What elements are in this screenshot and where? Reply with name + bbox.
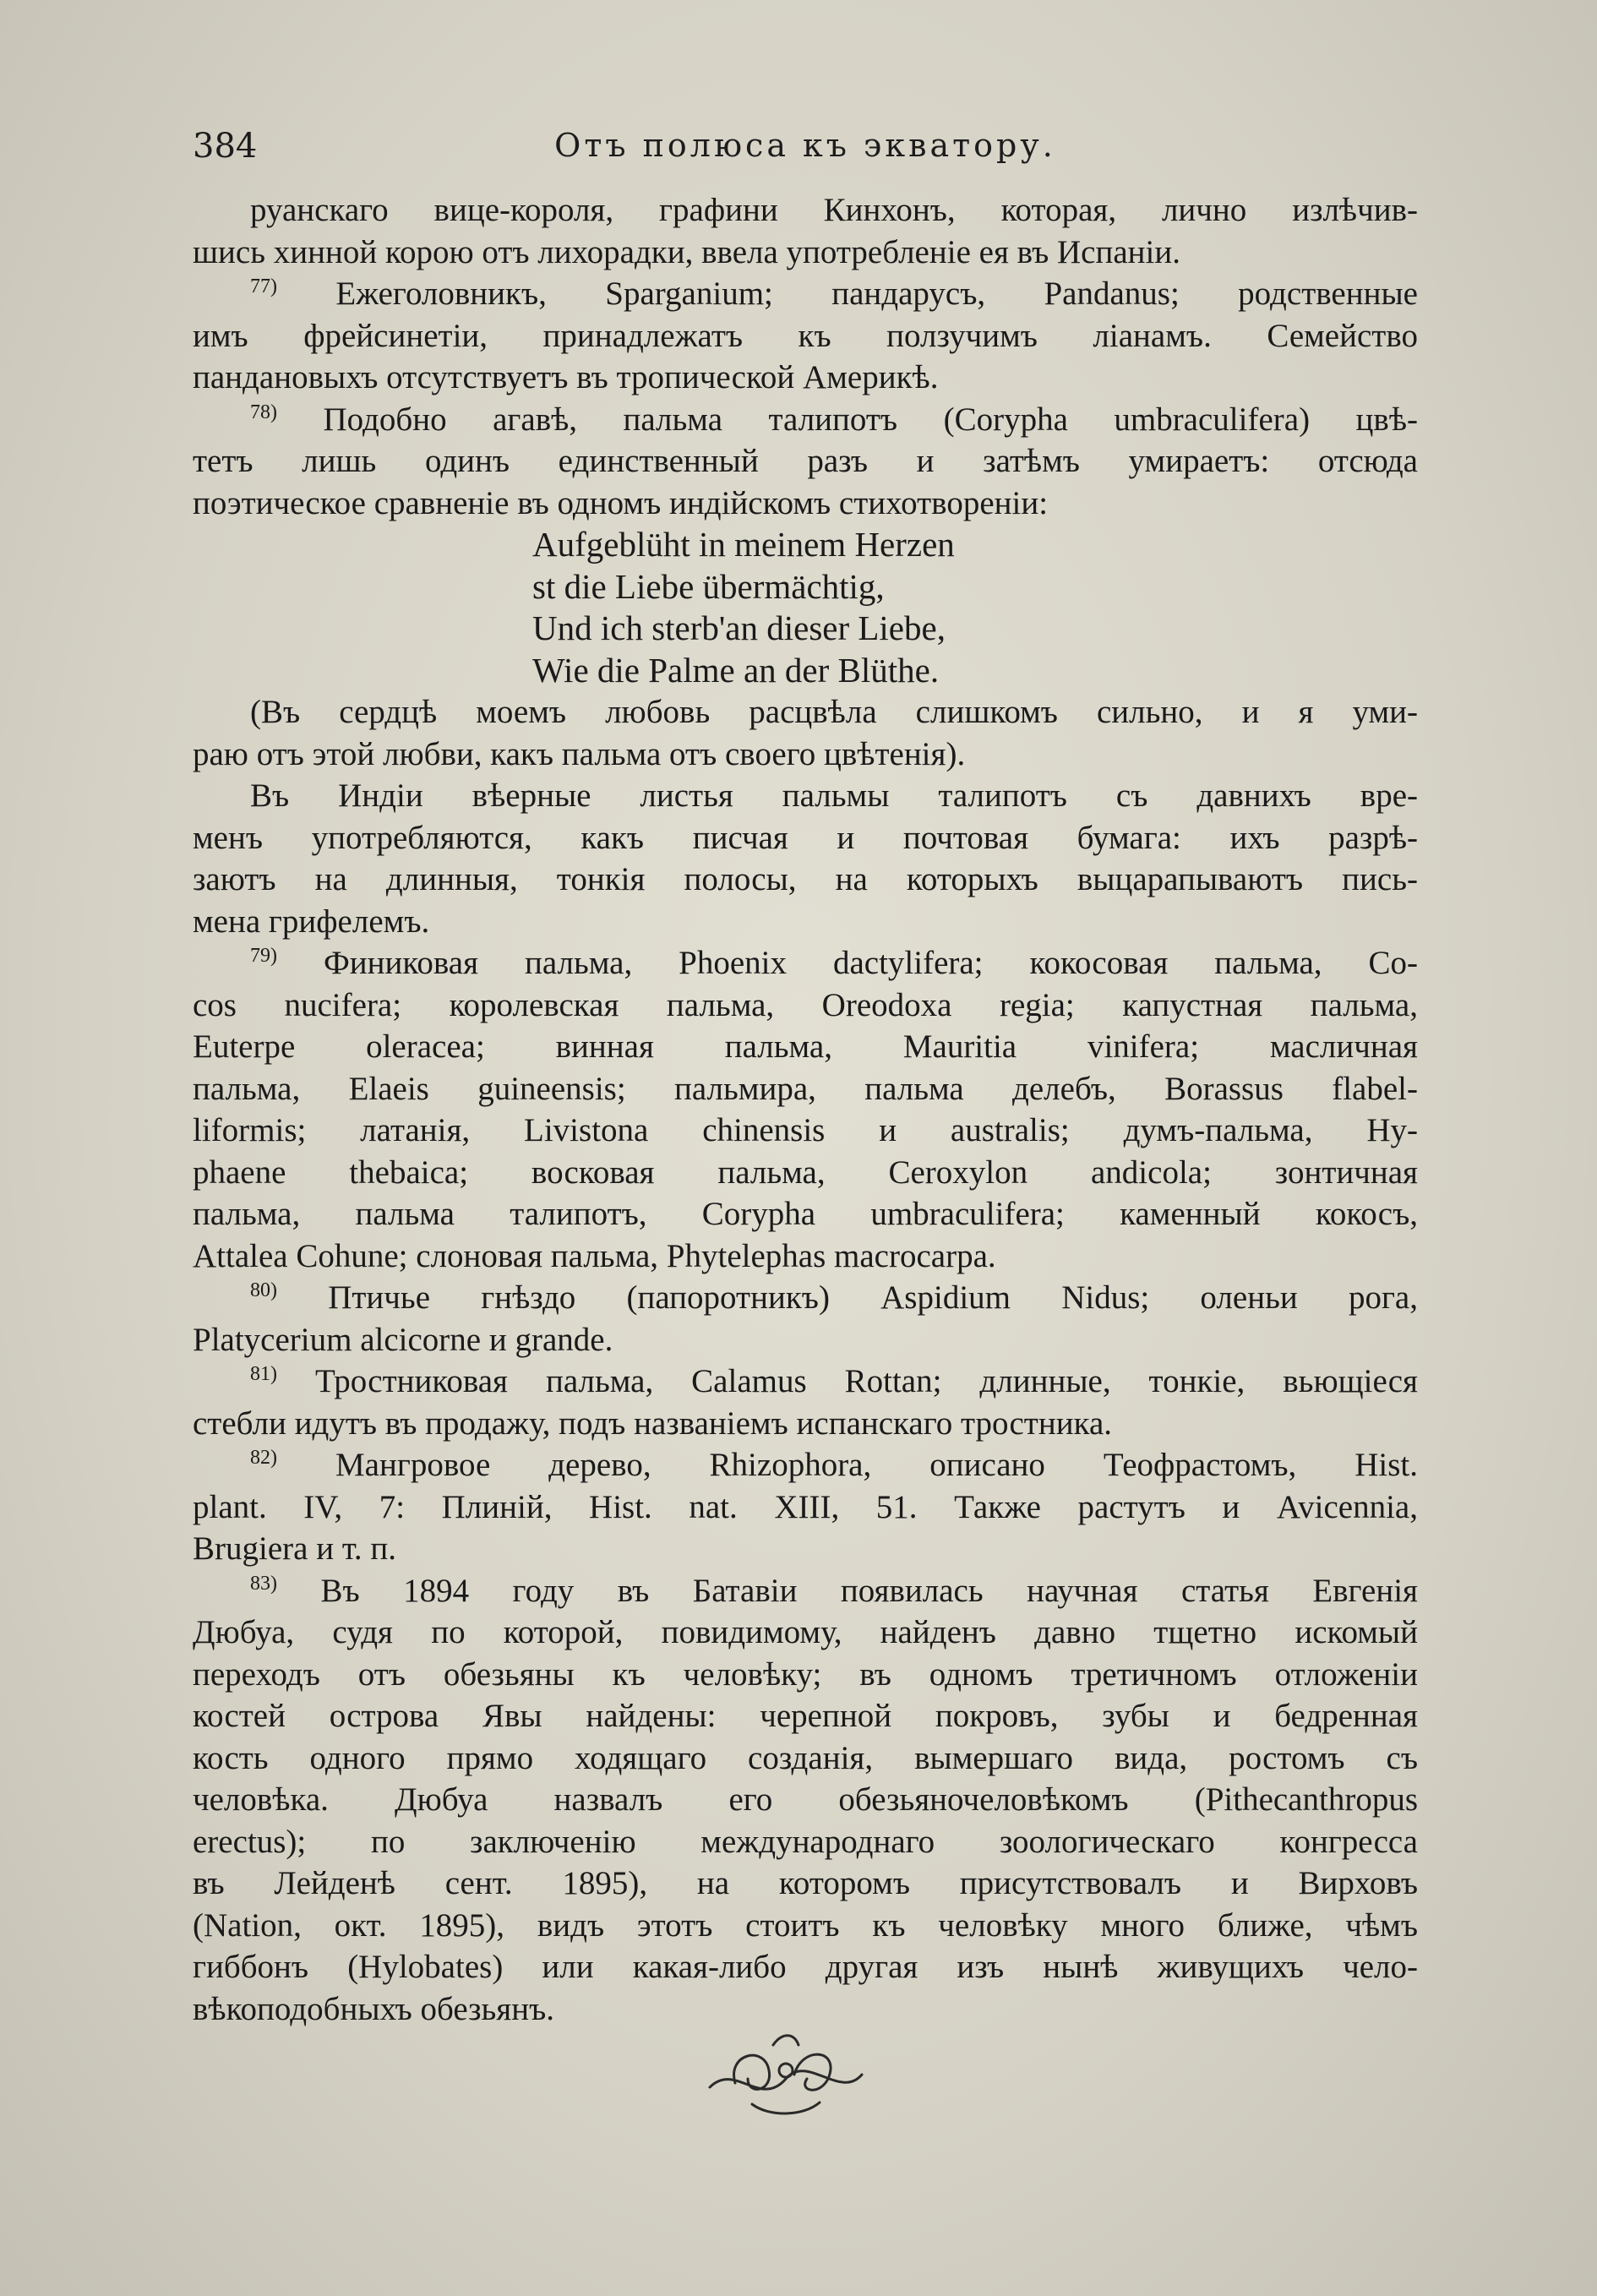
text-line (193, 1361, 1418, 1403)
line-text: менъ употребляются, какъ писчая и почтовая бумага: ихъ разрѣ- (193, 819, 1418, 856)
line-text: заютъ на длинныя, тонкія полосы, на которыхъ выцарапываютъ пись- (193, 861, 1418, 897)
line-text: вѣкоподобныхъ обезьянъ. (193, 1990, 555, 2027)
line-text: Platycerium alcicorne и grande. (193, 1321, 613, 1358)
text-line (193, 315, 1418, 357)
poem-line: Wie die Palme an der Blüthe. (532, 650, 940, 690)
text-line (193, 440, 1418, 483)
line-text: Attalea Cohune; слоновая пальма, Phytelephas macrocarpa. (193, 1237, 996, 1274)
text-line (193, 1737, 1418, 1780)
poem-quote (193, 524, 1418, 691)
text-line (193, 1695, 1418, 1737)
line-text: Въ 1894 году въ Батавіи появилась научная статья Евгенія (320, 1572, 1418, 1609)
line-text: Подобно агавѣ, пальма талипотъ (Corypha umbraculifera) цвѣ- (323, 401, 1418, 438)
line-text: тетъ лишь одинъ единственный разъ и затѣмъ умираетъ: отсюда (193, 443, 1418, 479)
text-line (193, 817, 1418, 859)
text-line (193, 357, 1418, 399)
text-line (193, 1235, 1418, 1278)
text-line (193, 399, 1418, 441)
line-text: liformis; латанія, Livistona chinensis и australis; думъ-пальма, Hy- (193, 1112, 1418, 1148)
line-text: Тростниковая пальма, Calamus Rottan; длинные, тонкіе, вьющіеся (314, 1363, 1419, 1399)
text-line (193, 859, 1418, 901)
line-text: пандановыхъ отсутствуетъ въ тропической Америкѣ. (193, 359, 939, 395)
text-line (193, 1528, 1418, 1570)
line-text: Мангровое дерево, Rhizophora, описано Теофрастомъ, Hist. (335, 1447, 1419, 1483)
text-line (193, 1862, 1418, 1905)
line-text: гиббонъ (Hylobates) или какая-либо другая изъ нынѣ живущихъ чело- (193, 1949, 1418, 1985)
text-line (193, 1193, 1418, 1235)
text-line (193, 1152, 1418, 1194)
text-line (193, 984, 1418, 1027)
line-text: Финиковая пальма, Phoenix dactylifera; кокосовая пальма, Co- (323, 945, 1419, 981)
poem-line: st die Liebe übermächtig, (532, 566, 885, 606)
text-line (193, 691, 1418, 734)
footnote-number: 81) (250, 1363, 277, 1385)
line-text: phaene thebaica; восковая пальма, Ceroxylon andicola; зонтичная (193, 1153, 1418, 1191)
text-line (193, 1654, 1418, 1696)
line-text: раю отъ этой любви, какъ пальма отъ своего цвѣтенія). (193, 735, 966, 772)
notes-block-before-poem (193, 189, 1418, 524)
line-text: Brugiera и т. п. (193, 1530, 397, 1567)
line-text: (Въ сердцѣ моемъ любовь расцвѣла слишкомъ сильно, и я уми- (250, 694, 1418, 730)
line-text: plant. IV, 7: Плиній, Hist. nat. XIII, 51. Также растутъ и Avicennia, (193, 1488, 1418, 1525)
body-text (193, 189, 1418, 2030)
line-text: Дюбуа, судя по которой, повидимому, найденъ давно тщетно искомый (193, 1614, 1418, 1650)
line-text: имъ фрейсинетіи, принадлежатъ къ ползучимъ ліанамъ. Семейство (193, 317, 1418, 354)
line-text: Птичье гнѣздо (папоротникъ) Aspidium Nidus; оленьи рога, (328, 1279, 1418, 1316)
line-text: cos nucifera; королевская пальма, Oreodoxa regia; капустная пальма, (193, 986, 1418, 1023)
footnote-number: 77) (250, 275, 277, 297)
footnote-number: 82) (250, 1447, 277, 1469)
notes-block-after-poem (193, 691, 1418, 2030)
line-text: шись хинной корою отъ лихорадки, ввела употребленіе ея въ Испаніи. (193, 233, 1180, 270)
running-title: Отъ полюса къ экватору. (554, 127, 1056, 164)
line-text: пальма, Elaeis guineensis; пальмира, пальма делебъ, Borassus flabel- (193, 1070, 1418, 1107)
page-number: 384 (193, 127, 258, 166)
poem-line: Aufgeblüht in meinem Herzen (532, 525, 955, 564)
text-line (193, 1403, 1418, 1445)
text-line (193, 1444, 1418, 1486)
text-line (193, 942, 1418, 984)
text-line (193, 273, 1418, 315)
text-line (193, 1110, 1418, 1152)
text-line (193, 1821, 1418, 1863)
text-line (193, 1612, 1418, 1654)
line-text: Въ Индіи вѣерные листья пальмы талипотъ съ давнихъ вре- (250, 777, 1418, 814)
text-line (193, 734, 1418, 776)
text-line (193, 189, 1418, 232)
text-line (193, 1905, 1418, 1947)
line-text: человѣка. Дюбуа назвалъ его обезьяночеловѣкомъ (Pithecanthropus (193, 1781, 1418, 1818)
line-text: (Nation, окт. 1895), видъ этотъ стоитъ къ человѣку много ближе, чѣмъ (193, 1906, 1418, 1944)
text-line (193, 1319, 1418, 1361)
footnote-number: 78) (250, 401, 277, 423)
text-line (193, 483, 1418, 525)
line-text: кость одного прямо ходящаго созданія, вымершаго вида, ростомъ съ (193, 1739, 1418, 1776)
line-text: erectus); по заключенію международнаго зоологическаго конгресса (193, 1823, 1418, 1860)
text-line (193, 1779, 1418, 1821)
line-text: въ Лейденѣ сент. 1895), на которомъ присутствовалъ и Вирховъ (193, 1865, 1418, 1901)
line-text: стебли идутъ въ продажу, подъ названіемъ испанскаго тростника. (193, 1404, 1113, 1442)
footnote-number: 83) (250, 1572, 277, 1595)
text-line (193, 1068, 1418, 1110)
text-line (193, 1026, 1418, 1068)
text-line (193, 232, 1418, 274)
text-line (193, 901, 1418, 943)
line-text: пальма, пальма талипотъ, Corypha umbraculifera; каменный кокосъ, (193, 1196, 1418, 1232)
line-text: Euterpe oleracea; винная пальма, Mauritia vinifera; масличная (193, 1028, 1418, 1065)
text-line (193, 1486, 1418, 1529)
line-text: костей острова Явы найдены: черепной покровъ, зубы и бедренная (193, 1698, 1418, 1734)
text-line (193, 1988, 1418, 2031)
line-text: руанскаго вице-короля, графини Кинхонъ, которая, лично излѣчив- (250, 192, 1418, 228)
line-text: поэтическое сравненіе въ одномъ индійскомъ стихотвореніи: (193, 484, 1049, 521)
text-line (193, 775, 1418, 817)
text-line (193, 1946, 1418, 1988)
poem-line: Und ich sterb'an dieser Liebe, (532, 608, 946, 647)
page-header (193, 127, 1418, 177)
line-text: мена грифелемъ. (193, 903, 430, 940)
text-line (193, 1570, 1418, 1612)
text-line (193, 1277, 1418, 1319)
line-text: переходъ отъ обезьяны къ человѣку; въ одномъ третичномъ отложеніи (193, 1655, 1418, 1693)
footnote-number: 79) (250, 945, 277, 967)
line-text: Ежеголовникъ, Sparganium; пандарусъ, Pandanus; родственные (335, 275, 1418, 312)
footnote-number: 80) (250, 1279, 277, 1301)
vignette-ornament-icon (701, 2028, 870, 2121)
